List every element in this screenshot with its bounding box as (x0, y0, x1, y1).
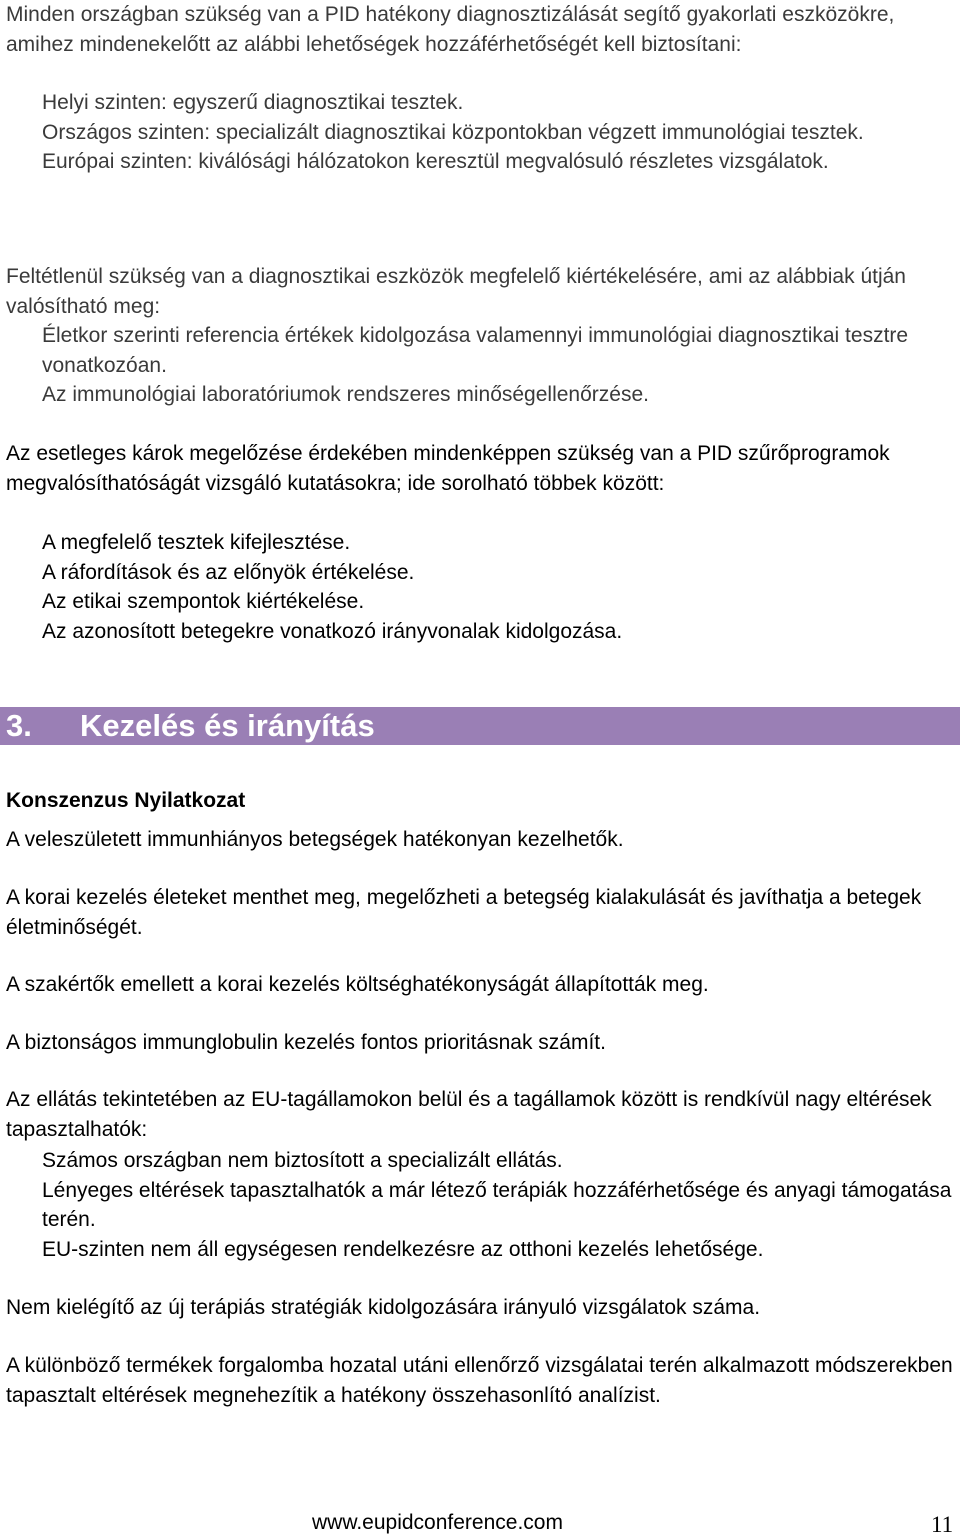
list-item: A ráfordítások és az előnyök értékelése. (42, 560, 415, 584)
list-item: Lényeges eltérések tapasztalhatók a már létező terápiák hozzáférhetősége és anyagi támogatása terén. (42, 1178, 952, 1231)
list-item: Európai szinten: kiválósági hálózatokon keresztül megvalósuló részletes vizsgálatok. (42, 150, 829, 173)
consensus-paragraph-7: A különböző termékek forgalomba hozatal utáni ellenőrző vizsgálatai terén alkalmazott módszerekben tapasztalt eltérések megnehezítik a hatékony összehasonlító analízist. (6, 1354, 953, 1407)
list-item: Helyi szinten: egyszerű diagnosztikai tesztek. (42, 91, 464, 114)
screening-list (42, 528, 952, 646)
intro-list (42, 88, 952, 177)
evaluation-list (42, 321, 952, 410)
intro-paragraph: Minden országban szükség van a PID hatékony diagnosztizálását segítő gyakorlati eszközökre, amihez mindenekelőtt az alábbi lehetőségek hozzáférhetőségét kell biztosítani: (6, 3, 895, 56)
list-item: A megfelelő tesztek kifejlesztése. (42, 531, 351, 554)
consensus-paragraph-3: A szakértők emellett a korai kezelés költséghatékonyságát állapították meg. (6, 973, 709, 996)
page-number: 11 (931, 1512, 954, 1537)
consensus-paragraph-4: A biztonságos immunglobulin kezelés fontos prioritásnak számít. (6, 1031, 606, 1054)
list-item: Az immunológiai laboratóriumok rendszeres minőségellenőrzése. (42, 383, 649, 406)
consensus-paragraph-2: A korai kezelés életeket menthet meg, megelőzheti a betegség kialakulását és javíthatja a betegek életminőségét. (6, 886, 922, 939)
list-item: Az etikai szempontok kiértékelése. (42, 590, 365, 613)
footer-url[interactable]: www.eupidconference.com (312, 1511, 563, 1534)
list-item: Számos országban nem biztosított a specializált ellátás. (42, 1149, 563, 1172)
evaluation-paragraph: Feltétlenül szükség van a diagnosztikai eszközök megfelelő kiértékelésére, ami az alábbiak útján valósítható meg: (6, 265, 906, 318)
list-item: Az azonosított betegekre vonatkozó irányvonalak kidolgozása. (42, 619, 623, 643)
section-number: 3. (6, 708, 32, 743)
section-title: Kezelés és irányítás (80, 708, 375, 743)
consensus-paragraph-5: Az ellátás tekintetében az EU-tagállamokon belül és a tagállamok között is rendkívül nagy eltérések tapasztalhatók: (6, 1088, 932, 1141)
list-item: Országos szinten: specializált diagnosztikai központokban végzett immunológiai tesztek. (42, 120, 864, 144)
screening-paragraph: Az esetleges károk megelőzése érdekében mindenképpen szükség van a PID szűrőprogramok megvalósíthatóságát vizsgáló kutatásokra; ide sorolható többek között: (6, 442, 890, 495)
list-item: Életkor szerinti referencia értékek kidolgozása valamennyi immunológiai diagnosztikai tesztre vonatkozóan. (42, 324, 909, 377)
list-item: EU-szinten nem áll egységesen rendelkezésre az otthoni kezelés lehetősége. (42, 1237, 764, 1261)
consensus-heading: Konszenzus Nyilatkozat (6, 789, 246, 812)
consensus-paragraph-6: Nem kielégítő az új terápiás stratégiák kidolgozására irányuló vizsgálatok száma. (6, 1296, 761, 1319)
consensus-list (42, 1146, 952, 1264)
consensus-paragraph-1: A veleszületett immunhiányos betegségek hatékonyan kezelhetők. (6, 828, 624, 851)
